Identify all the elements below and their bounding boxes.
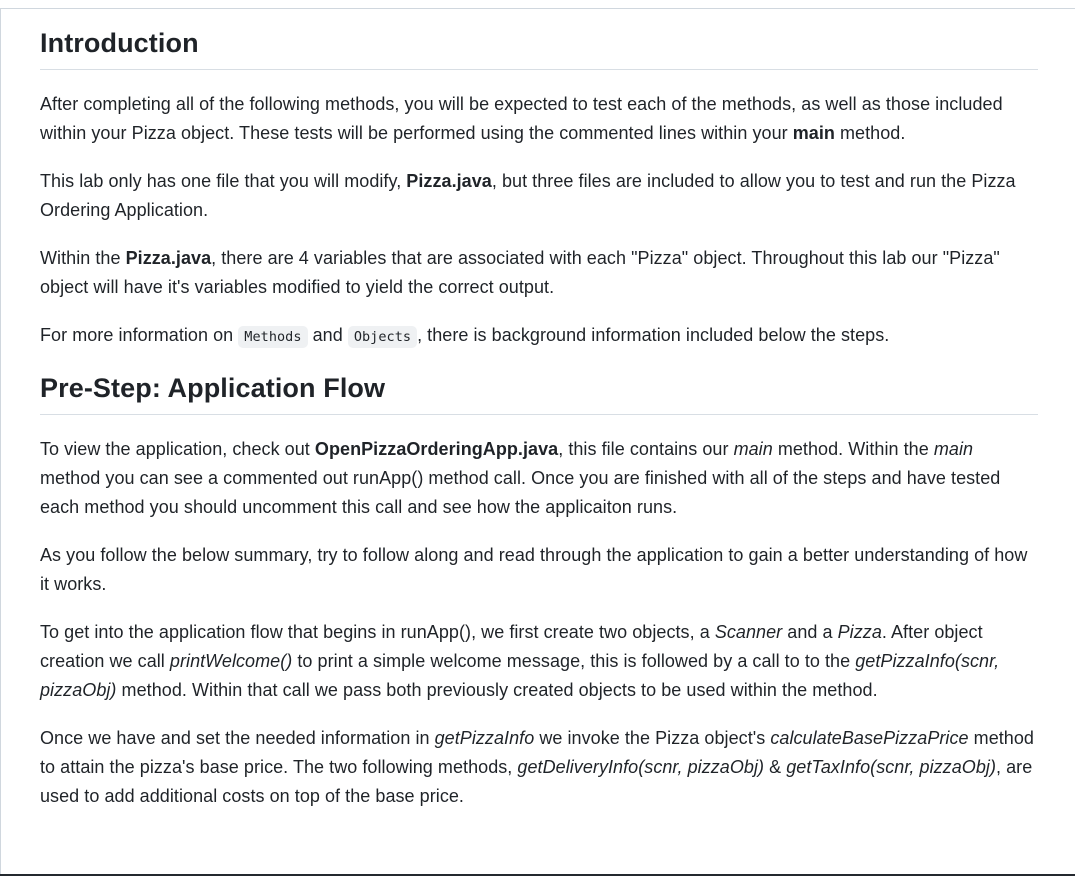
text: method. Within that call we pass both previously created objects to be used within the method. bbox=[116, 679, 878, 700]
text: method. bbox=[834, 122, 906, 143]
text: After completing all of the following methods, you will be expected to test each of the methods, as well as those included within your Pizza object. These tests will be performed using the commented lines within your bbox=[40, 93, 1003, 143]
text: To get into the application flow that begins in runApp(), we first create two objects, a bbox=[40, 621, 715, 642]
text: . After object creation we call bbox=[40, 621, 983, 671]
italic-text: Scanner bbox=[714, 621, 783, 642]
text: to print a simple welcome message, this is followed by a call to to the bbox=[292, 650, 856, 671]
italic-text: getTaxInfo(scnr, pizzaObj) bbox=[786, 756, 996, 777]
markdown-content bbox=[40, 8, 1038, 811]
text: and a bbox=[782, 621, 838, 642]
text: , this file contains our bbox=[558, 438, 734, 459]
bold-text: main bbox=[792, 122, 835, 143]
heading-pre-step: Pre-Step: Application Flow bbox=[40, 372, 1038, 415]
text: method to attain the pizza's base price. The two following methods, bbox=[40, 727, 1034, 777]
text: For more information on bbox=[40, 324, 239, 345]
text: , but three files are included to allow you to test and run the Pizza Ordering Application. bbox=[40, 170, 1016, 220]
prestep-paragraph-2 bbox=[40, 541, 1038, 599]
intro-paragraph-1 bbox=[40, 90, 1038, 148]
prestep-paragraph-1 bbox=[40, 435, 1038, 522]
italic-text: getPizzaInfo bbox=[434, 727, 535, 748]
text: method you can see a commented out runApp() method call. Once you are finished with all of the steps and have tested each method you should uncomment this call and see how the applicaiton runs. bbox=[40, 467, 1001, 517]
italic-text: Pizza bbox=[837, 621, 882, 642]
text: To view the application, check out bbox=[40, 438, 315, 459]
text: & bbox=[764, 756, 787, 777]
italic-text: getPizzaInfo(scnr, pizzaObj) bbox=[40, 650, 1000, 700]
text: Within the bbox=[40, 247, 126, 268]
text: Once we have and set the needed information in bbox=[40, 727, 435, 748]
italic-text: calculateBasePizzaPrice bbox=[770, 727, 969, 748]
bold-text: OpenPizzaOrderingApp.java bbox=[314, 438, 559, 459]
intro-paragraph-2 bbox=[40, 167, 1038, 225]
prestep-paragraph-3 bbox=[40, 618, 1038, 705]
inline-code-objects: Objects bbox=[348, 326, 417, 348]
intro-paragraph-4 bbox=[40, 321, 1038, 352]
text: As you follow the below summary, try to follow along and read through the application to gain a better understanding of how it works. bbox=[40, 544, 1028, 594]
inline-code-methods: Methods bbox=[238, 326, 307, 348]
text: , there is background information included below the steps. bbox=[417, 324, 890, 345]
heading-introduction: Introduction bbox=[40, 27, 1038, 70]
text: we invoke the Pizza object's bbox=[534, 727, 771, 748]
intro-paragraph-3 bbox=[40, 244, 1038, 302]
italic-text: main bbox=[933, 438, 974, 459]
text: and bbox=[307, 324, 348, 345]
text: , are used to add additional costs on top of the base price. bbox=[40, 756, 1033, 806]
text: , there are 4 variables that are associated with each "Pizza" object. Throughout this lab our "Pizza" object will have it's variables modified to yield the correct output. bbox=[40, 247, 1000, 297]
italic-text: main bbox=[733, 438, 773, 459]
text: This lab only has one file that you will modify, bbox=[40, 170, 407, 191]
italic-text: getDeliveryInfo(scnr, pizzaObj) bbox=[517, 756, 765, 777]
bold-text: Pizza.java bbox=[406, 170, 492, 191]
bold-text: Pizza.java bbox=[125, 247, 212, 268]
italic-text: printWelcome() bbox=[169, 650, 293, 671]
text: method. Within the bbox=[772, 438, 934, 459]
prestep-paragraph-4 bbox=[40, 724, 1038, 811]
